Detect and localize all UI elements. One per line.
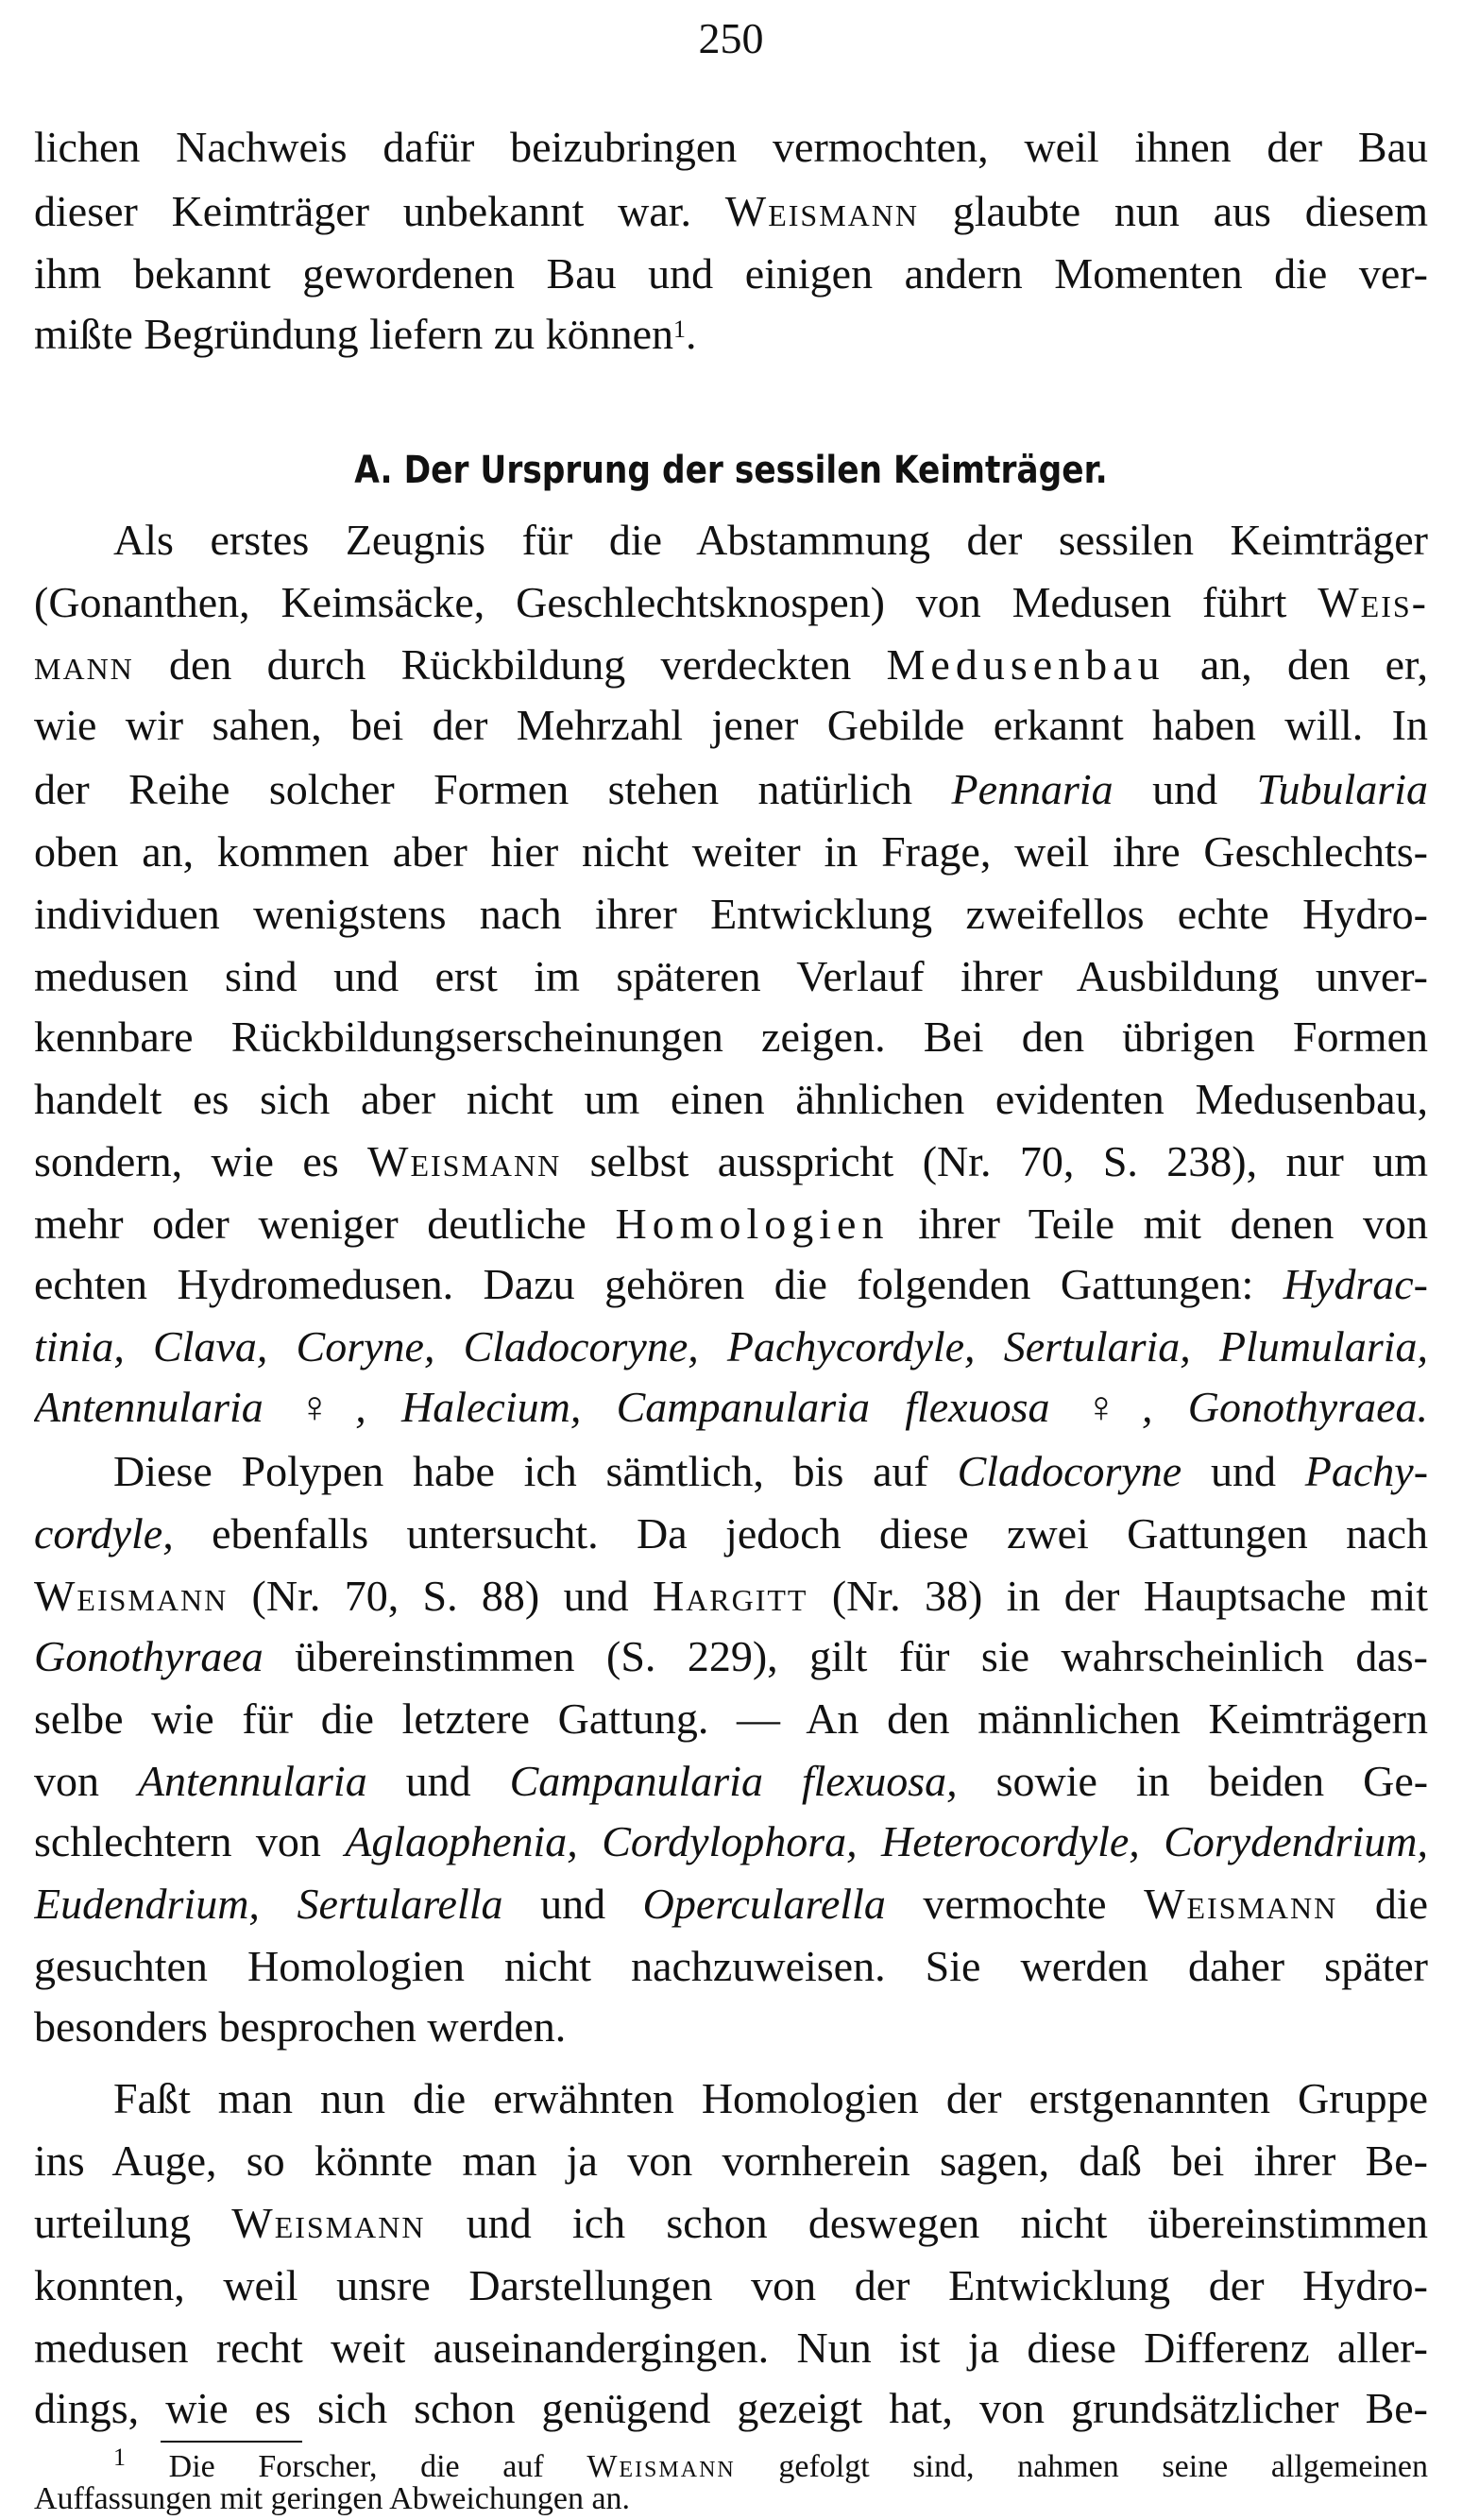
footnote: Auffassungen mit geringen Abweichungen an. [34,2481,631,2516]
text-line: echten Hydromedusen. Dazu gehören die folgenden Gattungen: Hydrac- [34,1260,1428,1308]
text-line: selbe wie für die letztere Gattung. — An den männlichen Keimträgern [34,1694,1428,1743]
text-line: medusen sind und erst im späteren Verlauf ihrer Ausbildung unver- [34,952,1428,1000]
text-line: mann den durch Rückbildung verdeckten Medusenbau an, den er, [34,640,1428,689]
text-line: konnten, weil unsre Darstellungen von der Entwicklung der Hydro- [34,2261,1428,2309]
section-heading: A. Der Ursprung der sessilen Keimträger. [354,449,1108,492]
footnote: $^1$ Die Forscher, die auf Weismann gefolgt sind, nahmen seine allgemeinen [113,2446,1428,2484]
text-line: dings, wie es sich schon genügend gezeigt hat, von grundsätzlicher Be- [34,2384,1428,2432]
text-line: der Reihe solcher Formen stehen natürlich Pennaria und Tubularia [34,765,1428,813]
text-line: urteilung Weismann und ich schon deswegen nicht übereinstimmen [34,2199,1428,2247]
text-line: Als erstes Zeugnis für die Abstammung der sessilen Keimträger [113,516,1428,564]
footnote-ref[interactable]: 1 [673,315,687,343]
text-line: Diese Polypen habe ich sämtlich, bis auf Cladocoryne und Pachy- [113,1447,1428,1495]
text-line: dieser Keimträger unbekannt war. Weismann glaubte nun aus diesem [34,187,1428,235]
text-line: Weismann (Nr. 70, S. 88) und Hargitt (Nr. 38) in der Hauptsache mit [34,1572,1428,1620]
footnote-rule [161,2441,302,2443]
text-line: ins Auge, so könnte man ja von vornherein sagen, daß bei ihrer Be- [34,2137,1428,2185]
text-line: oben an, kommen aber hier nicht weiter in Frage, weil ihre Geschlechts- [34,827,1428,876]
text-line: ihm bekannt gewordenen Bau und einigen andern Momenten die ver- [34,249,1428,298]
text-line: von Antennularia und Campanularia flexuosa, sowie in beiden Ge- [34,1757,1428,1805]
text-line: sondern, wie es Weismann selbst ausspricht (Nr. 70, S. 238), nur um [34,1137,1428,1185]
page-number: 250 [698,14,764,62]
text-line: schlechtern von Aglaophenia, Cordylophora, Heterocordyle, Corydendrium, [34,1817,1428,1865]
text-line: lichen Nachweis dafür beizubringen vermochten, weil ihnen der Bau [34,123,1428,171]
text-line: tinia, Clava, Coryne, Cladocoryne, Pachycordyle, Sertularia, Plumularia, [34,1322,1428,1371]
text-line: gesuchten Homologien nicht nachzuweisen. Sie werden daher später [34,1942,1428,1990]
text-line: Antennularia ♀, Halecium, Campanularia flexuosa ♀, Gonothyraea. [34,1383,1428,1431]
text-line: mißte Begründung liefern zu können$^1$. [34,310,697,358]
text-line: individuen wenigstens nach ihrer Entwicklung zweifellos echte Hydro- [34,890,1428,938]
text-line: (Gonanthen, Keimsäcke, Geschlechtsknospen) von Medusen führt Weis- [34,578,1428,626]
text-line: Faßt man nun die erwähnten Homologien der erstgenannten Gruppe [113,2074,1428,2122]
text-line: medusen recht weit auseinandergingen. Nun ist ja diese Differenz aller- [34,2324,1428,2372]
text-line: mehr oder weniger deutliche Homologien ihrer Teile mit denen von [34,1200,1428,1248]
text-line: handelt es sich aber nicht um einen ähnlichen evidenten Medusenbau, [34,1075,1428,1123]
text-line: Gonothyraea übereinstimmen (S. 229), gilt für sie wahrscheinlich das- [34,1632,1428,1680]
text-line: cordyle, ebenfalls untersucht. Da jedoch diese zwei Gattungen nach [34,1509,1428,1558]
text-line: kennbare Rückbildungserscheinungen zeigen. Bei den übrigen Formen [34,1013,1428,1061]
text-line: Eudendrium, Sertularella und Opercularella vermochte Weismann die [34,1880,1428,1928]
text-line: wie wir sahen, bei der Mehrzahl jener Gebilde erkannt haben will. In [34,701,1428,749]
text-line: besonders besprochen werden. [34,2002,567,2051]
